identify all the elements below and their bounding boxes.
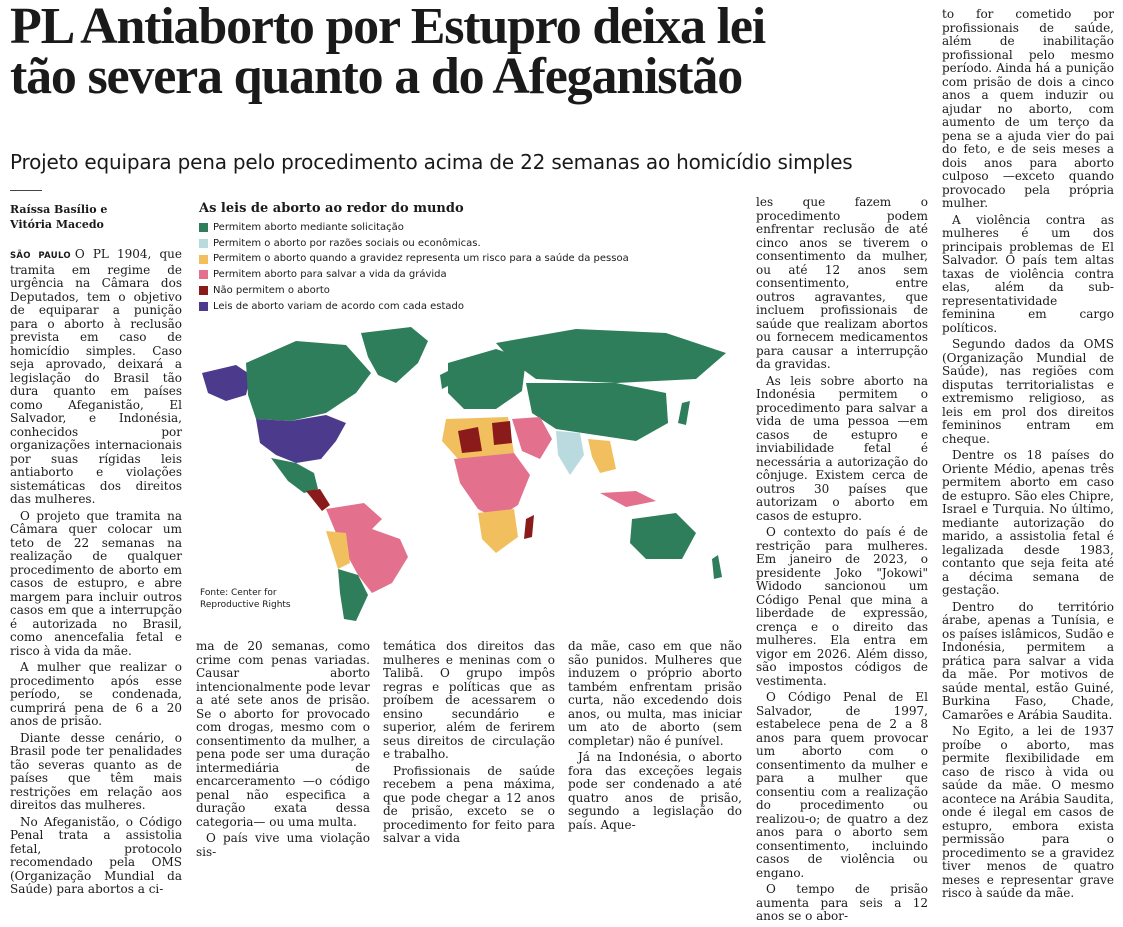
article-paragraph: Diante desse cenário, o Brasil pode ter penalidades tão severas quanto as de países que têm mais restrições em relação aos direitos das mulheres.: [10, 730, 182, 812]
headline-line-1: PL Antiaborto por Estupro deixa lei: [10, 0, 765, 55]
article-paragraph: O projeto que tramita na Câmara quer colocar um teto de 22 semanas na realização de qualquer procedimento de aborto em casos de estupro, e abre margem para incluir outros casos em que a interrupção é autorizada no Brasil, como anencefalia fetal e risco à vida da mãe.: [10, 508, 182, 658]
author-name: Raíssa Basílio e: [10, 203, 108, 216]
world-abortion-map-figure: [196, 198, 752, 628]
central-africa-region: [454, 453, 530, 519]
byline: [10, 202, 180, 232]
legend-swatch: [199, 223, 208, 232]
article-column-2: [196, 640, 370, 862]
legend-swatch: [199, 270, 208, 279]
russia-region: [496, 329, 726, 383]
article-column-5: [756, 196, 928, 927]
headline-line-2: tão severa quanto a do Afeganistão: [10, 48, 742, 105]
indonesia-region: [600, 491, 656, 507]
india-region: [556, 431, 584, 475]
article-paragraph: Dentre os 18 países do Oriente Médio, apenas três permitem aborto em caso de estupro. São eles Chipre, Israel e Turquia. No último, mediante autorização do marido, a assistolia fetal é legalizada desde 1983, contanto que seja feita até a décima semana de gestação.: [942, 448, 1114, 597]
article-paragraph: SÃO PAULO O PL 1904, que tramita em regime de urgência na Câmara dos Deputados, tem o objetivo de equiparar a punição para o aborto à reclusão prevista em caso de homicídio simples. Caso seja aprovado, deixará a legislação do Brasil tão dura quanto em países como Afeganistão, El Salvador, e Indonésia, conhecidos por organizações internacionais por suas rígidas leis antiaborto e violações sistemáticas dos direitos das mulheres.: [10, 247, 182, 506]
middle-east-region: [512, 417, 552, 459]
article-paragraph: da mãe, caso em que não são punidos. Mulheres que induzem o próprio aborto também enfrentam prisão curta, não excedendo dois anos, ou multa, mas iniciar um ato de aborto (sem completar) não é punível.: [568, 639, 742, 748]
legend-item: [199, 283, 629, 299]
article-paragraph: O tempo de prisão aumenta para seis a 12 anos se o abor-: [756, 882, 928, 923]
article-column-1: [10, 248, 182, 900]
legend-label: Leis de aborto variam de acordo com cada estado: [213, 300, 464, 312]
article-paragraph: Segundo dados da OMS (Organização Mundial de Saúde), nas regiões com disputas territorialistas e extremismo religioso, as leis em prol dos direitos femininos entram em cheque.: [942, 337, 1114, 446]
world-map: [196, 323, 752, 623]
greenland-region: [361, 327, 428, 383]
article-paragraph: A mulher que realizar o procedimento após esse período, se condenada, cumprirá pena de 6 a 20 anos de prisão.: [10, 660, 182, 728]
egypt-region: [492, 421, 512, 445]
article-column-3: [383, 640, 555, 849]
article-paragraph: No Afeganistão, o Código Penal trata a assistolia fetal, protocolo recomendado pela OMS (Organização Mundial da Saúde) para abortos a ci-: [10, 814, 182, 896]
article-paragraph: Profissionais de saúde recebem a pena máxima, que pode chegar a 12 anos de prisão, exceto se o procedimento for feito para salvar a vida: [383, 763, 555, 845]
legend-label: Não permitem o aborto: [213, 284, 330, 296]
article-paragraph: No Egito, a lei de 1937 proíbe o aborto, mas permite flexibilidade em caso de risco à vida ou saúde da mãe. O mesmo acontece na Arábia Saudita, onde é ilegal em casos de estupro, embora exista permissão para o procedimento se a gravidez tiver menos de quatro meses e representar grave risco à saúde da mãe.: [942, 724, 1114, 900]
alaska-region: [202, 365, 251, 401]
article-paragraph: O contexto do país é de restrição para mulheres. Em janeiro de 2023, o presidente Joko "Jokowi" Widodo sancionou um Código Penal que mina a liberdade de expressão, crença e o direito das mulheres. Ela entra em vigor em 2026. Além disso, são impostos códigos de vestimenta.: [756, 525, 928, 688]
article-paragraph: ma de 20 semanas, como crime com penas variadas. Causar aborto intencionalmente pode levar a até sete anos de prisão. Se o aborto for provocado com drogas, mesmo com o consentimento da mulher, a pena pode ser uma duração intermediária de encarceramento —o código penal não especifica a duração exata dessa categoria— ou uma multa.: [196, 639, 370, 829]
new-zealand-region: [712, 555, 722, 579]
article-paragraph: temática dos direitos das mulheres e meninas com o Talibã. O grupo impôs regras e políticas que as proíbem de acessarem o ensino secundário e superior, além de ferirem seus direitos de circulação e trabalho.: [383, 639, 555, 761]
article-paragraph: Já na Indonésia, o aborto fora das exceções legais pode ser condenado a até quatro anos de prisão, segundo a legislação do país. Aque-: [568, 750, 742, 832]
southeast-asia-region: [588, 439, 616, 473]
australia-region: [630, 513, 696, 559]
author-name: Vitória Macedo: [10, 218, 104, 231]
article-paragraph: O país vive uma violação sis-: [196, 831, 370, 859]
legend-item: [199, 267, 629, 283]
article-column-6: [942, 8, 1114, 904]
andes-region: [326, 531, 350, 569]
article-paragraph: Dentro do território árabe, apenas a Tunísia, e os países islâmicos, Sudão e Indonésia, permitem a prática para salvar a vida da mãe. Por motivos de saúde mental, estão Guiné, Burkina Faso, Chade, Camarões e Arábia Saudita.: [942, 599, 1114, 722]
article-paragraph: A violência contra as mulheres é um dos principais problemas de El Salvador. O país tem altas taxas de violência contra elas, além da sub-representatividade feminina em cargo políticos.: [942, 212, 1114, 335]
legend-label: Permitem o aborto por razões sociais ou econômicas.: [213, 237, 481, 249]
legend-swatch: [199, 239, 208, 248]
japan-region: [678, 401, 690, 425]
mexico-region: [271, 458, 318, 493]
legend-swatch: [199, 286, 208, 295]
legend-swatch: [199, 255, 208, 264]
usa-region: [256, 415, 346, 463]
legend-label: Permitem aborto para salvar a vida da grávida: [213, 269, 447, 281]
map-source-note: Fonte: Center for Reproductive Rights: [200, 588, 291, 610]
map-legend: [199, 220, 629, 314]
article-column-4: [568, 640, 742, 835]
canada-region: [246, 341, 371, 421]
article-paragraph: les que fazem o procedimento podem enfrentar reclusão de até cinco anos se tiverem o consentimento da mulher, ou até 12 anos sem consentimento, entre outros agravantes, que incluem profissionais de saúde que realizam abortos ou fornecem medicamentos para causar a interrupção da gravidas.: [756, 195, 928, 371]
southern-africa-region: [478, 509, 518, 553]
central-america-region: [306, 489, 330, 511]
legend-item: [199, 236, 629, 252]
byline-divider: [10, 190, 42, 191]
legend-item: [199, 220, 629, 236]
article-paragraph: to for cometido por profissionais de saúde, além de inabilitação profissional pelo mesmo período. Ainda há a punição com prisão de dois a cinco anos a quem induzir ou ajudar no aborto, com aumento de um terço da pena se a ajuda vier do pai do feto, e de seis meses a dois anos para aborto culposo —exceto quando provocado pela própria mulher.: [942, 7, 1114, 210]
article-paragraph: O Código Penal de El Salvador, de 1997, estabelece pena de 2 a 8 anos para quem provocar um aborto com o consentimento da mulher e para a mulher que consentiu com a realização do procedimento ou realizou-o; de quatro a dez anos para o aborto sem consentimento, incluindo casos de violência ou engano.: [756, 690, 928, 880]
article-paragraph: As leis sobre aborto na Indonésia permitem o procedimento para salvar a vida de uma pessoa —em casos de estupro e inviabilidade fetal é necessária a autorização do cônjuge. Existem cerca de outros 30 países que autorizam o aborto em casos de estupro.: [756, 373, 928, 523]
map-title: As leis de aborto ao redor do mundo: [199, 201, 464, 216]
legend-item: [199, 299, 629, 315]
subheadline: Projeto equipara pena pelo procedimento acima de 22 semanas ao homicídio simples: [10, 150, 853, 174]
legend-label: Permitem aborto mediante solicitação: [213, 222, 404, 233]
legend-item: [199, 251, 629, 267]
legend-label: Permitem o aborto quando a gravidez representa um risco para a saúde da pessoa: [213, 253, 629, 265]
dateline: SÃO PAULO: [10, 251, 71, 261]
south-america-north-region: [326, 503, 382, 533]
madagascar-region: [524, 515, 534, 539]
north-africa-restricted-region: [458, 427, 482, 453]
legend-swatch: [199, 302, 208, 311]
headline: [10, 0, 940, 105]
